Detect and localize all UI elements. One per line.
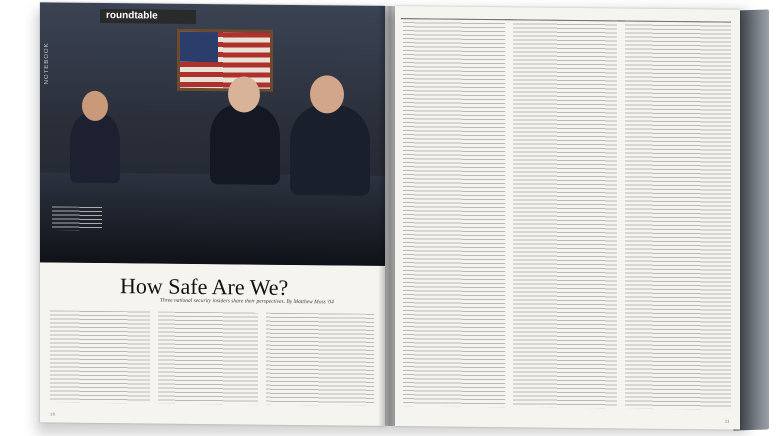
body-column-2 xyxy=(158,312,258,405)
right-column-1 xyxy=(403,18,505,407)
section-label: roundtable xyxy=(100,9,196,24)
body-column-3 xyxy=(266,313,374,406)
magazine-spread xyxy=(40,2,740,435)
person-center-head xyxy=(228,76,260,112)
left-page xyxy=(40,2,385,426)
right-page xyxy=(395,6,740,430)
article-deck: Three national security insiders share their perspectives. By Matthew Moss '04 xyxy=(160,297,334,306)
article-headline: How Safe Are We? xyxy=(120,273,289,300)
photo-caption xyxy=(52,206,102,231)
flag-canton xyxy=(180,32,218,62)
roundtable-photo xyxy=(40,2,385,266)
left-folio: 10 xyxy=(50,411,56,417)
left-body-columns xyxy=(50,310,375,405)
flag-image xyxy=(180,32,270,89)
body-column-1 xyxy=(50,310,150,403)
right-folio: 11 xyxy=(724,418,730,424)
vertical-section-label: NOTEBOOK xyxy=(44,42,50,85)
person-left xyxy=(70,113,120,184)
right-column-3 xyxy=(625,20,731,409)
person-right-head xyxy=(310,75,344,113)
person-right xyxy=(290,105,370,196)
person-left-head xyxy=(82,91,108,121)
right-column-2 xyxy=(513,19,617,408)
person-center xyxy=(210,104,280,185)
